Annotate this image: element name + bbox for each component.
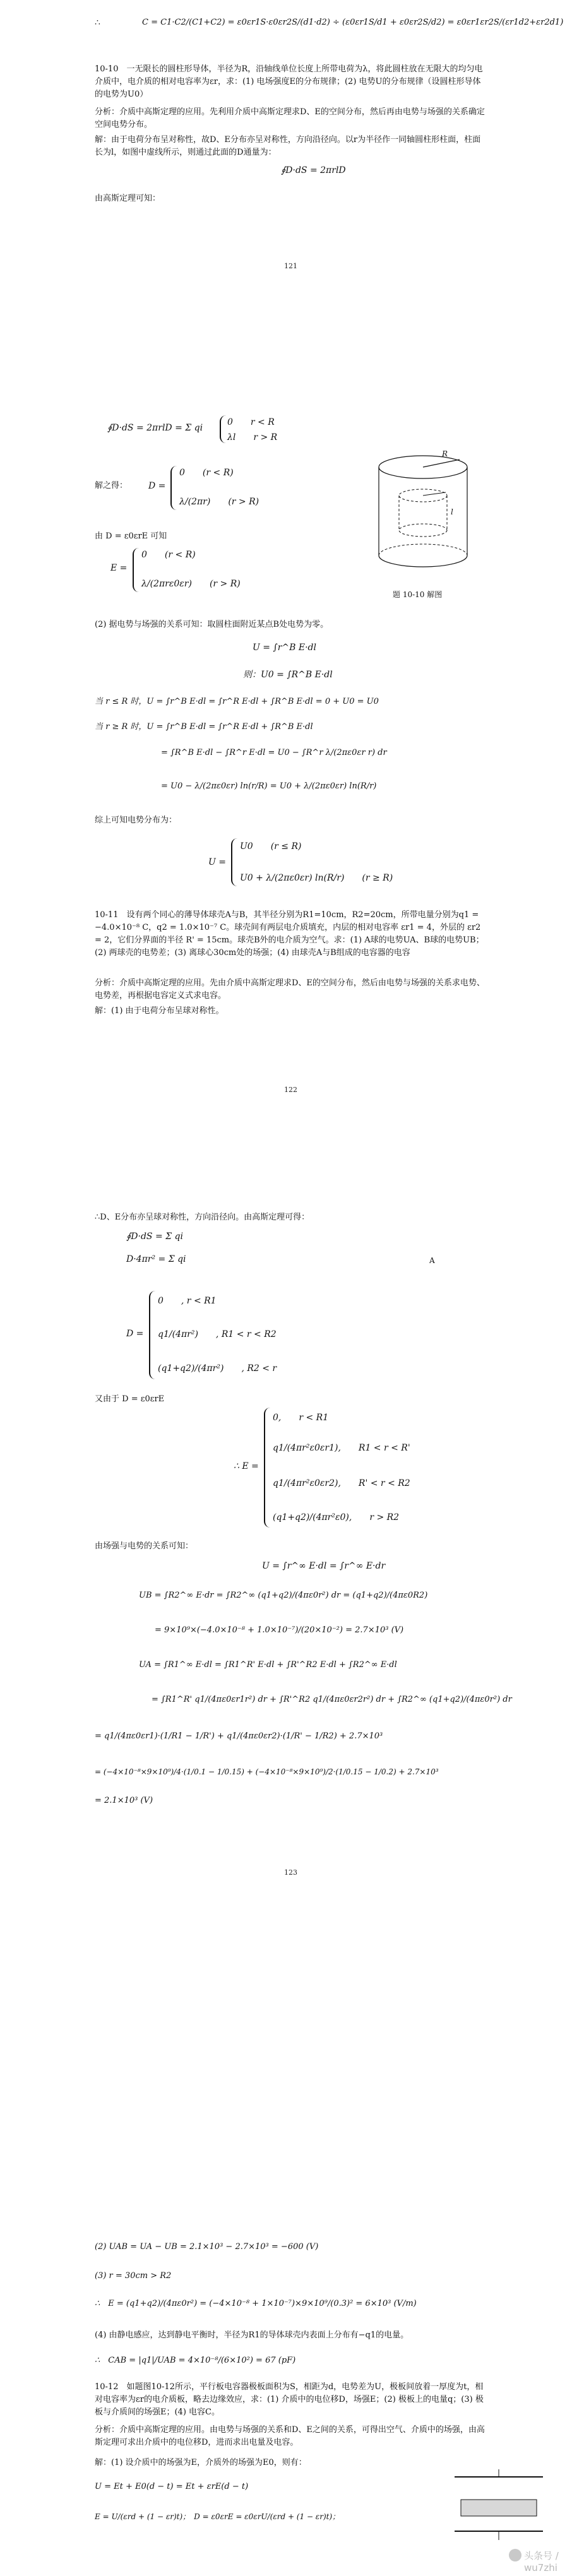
gauss-law-text: 由高斯定理可知： — [95, 194, 161, 203]
solution-10-10: 解：由于电荷分布呈对称性，故D、E分布亦呈对称性，方向沿径向。以r为半径作一同轴圆柱形柱面，柱面长为l，如图中虚线所示，则通过此面的D通量为： — [95, 135, 481, 157]
relation-text-4: 由场强与电势的关系可知： — [95, 1541, 194, 1551]
potential-u0-definition: 则：U0 = ∫R^B E·dl — [243, 670, 333, 680]
page-4 — [0, 2007, 584, 2576]
d-symbol: D = — [126, 1329, 144, 1339]
d-case-3: (q1+q2)/(4πr²) , R2 < r — [158, 1363, 277, 1374]
e-and-d-result: E = U/(εrd + (1 − εr)t)； D = ε0εrE = ε0εrU/(εrd + (1 − εr)t)； — [95, 2512, 340, 2521]
page-3 — [0, 1196, 584, 2004]
therefore-symbol: ∴ — [95, 18, 100, 28]
voltage-equation: U = Et + E0(d − t) = Et + εrE(d − t) — [95, 2482, 249, 2491]
e-symbol: E = — [110, 563, 128, 573]
e-case-2: q1/(4πr²ε0εr1), R1 < r < R' — [273, 1443, 410, 1453]
solution-10-11: 解：(1) 由于电荷分布呈球对称性。 — [95, 1006, 224, 1016]
summary-text: 综上可知电势分布为： — [95, 816, 177, 825]
u-symbol: U = — [208, 857, 226, 867]
d-case-1: 0 , r < R1 — [158, 1296, 217, 1306]
stray-mark: A — [429, 1256, 435, 1265]
solve-label: 解之得： — [95, 481, 128, 490]
distance-condition: (3) r = 30cm > R2 — [95, 2271, 172, 2281]
case-inside-potential: 当 r ≤ R 时，U = ∫r^B E·dl = ∫r^R E·dl + ∫R^B E·dl = 0 + U0 = U0 — [95, 697, 379, 706]
field-at-30cm: ∴ E = (q1+q2)/(4πε0r²) = (−4×10⁻⁸ + 1×10⁻⁷)×9×10⁹/(0.3)² = 6×10³ (V/m) — [95, 2299, 417, 2308]
d-case-inside: 0 (r < R) — [179, 468, 234, 478]
case-charge-outside: λl r > R — [227, 432, 278, 442]
relation-text-3: 又由于 D = ε0εrE — [95, 1394, 165, 1404]
figure-label-r: R — [442, 449, 448, 458]
capacitor-figure — [442, 2468, 556, 2544]
analysis-10-12: 分析：介质中高斯定理的应用。由电势与场强的关系和D、E之间的关系，可得出空气、介质中的场强，由高斯定理可求出介质中的电位移D，进而求出电量及电容。 — [95, 2425, 485, 2447]
ua-result: = 2.1×10³ (V) — [95, 1796, 153, 1805]
e-case-4: (q1+q2)/(4πr²ε0), r > R2 — [273, 1512, 400, 1522]
ua-line-4: = (−4×10⁻⁸×9×10⁹)/4·(1/0.1 − 1/0.15) + (−4×10⁻⁸×9×10⁹)/2·(1/0.15 − 1/0.2) + 2.7×10³ — [95, 1767, 439, 1776]
watermark-icon — [509, 2549, 521, 2561]
figure-10-10 — [354, 442, 492, 600]
capacitance-result: ∴ CAB = |q1|/UAB = 4×10⁻⁸/(6×10²) = 67 (pF) — [95, 2356, 296, 2365]
page-2 — [0, 404, 584, 1187]
ua-line-2: = ∫R1^R' q1/(4πε0εr1r²) dr + ∫R'^R2 q1/(4πε0εr2r²) dr + ∫R2^∞ (q1+q2)/(4πε0r²) dr — [152, 1695, 512, 1704]
page-1 — [0, 0, 584, 328]
brace-charge-cases — [220, 415, 226, 443]
gauss-equation: ∮D·dS = 2πrlD = Σ qi — [107, 423, 203, 433]
analysis-10-10: 分析：介质中高斯定理的应用。先利用介质中高斯定理求D、E的空间分布，然后再由电势与场强的关系确定空间电势分布。 — [95, 107, 485, 129]
brace-e-cases — [133, 548, 139, 592]
brace-d-cases — [149, 1291, 155, 1379]
page-number-121: 121 — [284, 262, 297, 270]
e-case-1: 0, r < R1 — [273, 1413, 329, 1423]
page-number-123: 123 — [284, 1868, 297, 1877]
induction-text: (4) 由静电感应，达到静电平衡时，半径为R1的导体球壳内表面上分布有−q1的电量。 — [95, 2330, 409, 2340]
spherical-symmetry-text: ∴D、E分布亦呈球对称性，方向沿径向。由高斯定理可得： — [95, 1213, 310, 1222]
e-symbol: ∴ E = — [234, 1461, 259, 1471]
e-case-inside: 0 (r < R) — [141, 550, 196, 560]
problem-10-12: 10-12 如题图10-12所示，平行板电容器极板面积为S，相距为d，电势差为U，极板间放着一厚度为t，相对电容率为εr的电介质板，略去边缘效应，求：(1) 介质中的电位移D，场强E；(2) 极板上的电量q；(3) 极板与介质间的场强E；(4) 电容C。 — [95, 2382, 484, 2417]
ua-integral: UA = ∫R1^∞ E·dl = ∫R1^R' E·dl + ∫R'^R2 E·dl + ∫R2^∞ E·dl — [139, 1660, 397, 1670]
relation-text: 由 D = ε0εrE 可知 — [95, 531, 167, 541]
gauss-sum: ∮D·dS = Σ qi — [126, 1232, 183, 1242]
watermark-text: 头条号 / wu7zhi — [524, 2550, 559, 2573]
e-case-3: q1/(4πr²ε0εr2), R' < r < R2 — [273, 1478, 410, 1488]
analysis-10-11: 分析：介质中高斯定理的应用。先由介质中高斯定理求D、E的空间分布，然后由电势与场强的关系求电势、电势差，再根据电容定义式求电容。 — [95, 978, 485, 1000]
potential-line-a: = ∫R^B E·dl − ∫R^r E·dl = U0 − ∫R^r λ/(2πε0εr r) dr — [161, 748, 387, 757]
potential-case-inside: U0 (r ≤ R) — [240, 841, 302, 852]
figure-caption: 题 10-10 解图 — [393, 590, 443, 599]
brace-potential-cases — [231, 838, 237, 886]
potential-difference: (2) UAB = UA − UB = 2.1×10³ − 2.7×10³ = −600 (V) — [95, 2242, 319, 2252]
page-number-122: 122 — [284, 1086, 297, 1094]
brace-d-cases — [170, 466, 177, 510]
ua-line-3: = q1/(4πε0εr1)·(1/R1 − 1/R') + q1/(4πε0εr2)·(1/R' − 1/R2) + 2.7×10³ — [95, 1731, 383, 1741]
problem-10-10: 10-10 一无限长的圆柱形导体，半径为R，沿轴线单位长度上所带电荷为λ，将此圆柱放在无限大的均匀电介质中，电介质的相对电容率为εr，求：(1) 电场强度E的分布规律；(2) 电势U的分布规律（设圆柱形导体的电势为U0） — [95, 64, 483, 99]
case-outside-potential: 当 r ≥ R 时，U = ∫r^B E·dl = ∫r^R E·dl + ∫R^B E·dl — [95, 722, 313, 732]
solution-10-12: 解：(1) 设介质中的场强为E，介质外的场强为E0，则有： — [95, 2458, 307, 2467]
capacitance-formula: C = C1·C2/(C1+C2) = ε0εr1S·ε0εr2S/(d1·d2) ÷ (ε0εr1S/d1 + ε0εr2S/d2) = ε0εr1εr2S/(εr1d2+εr2d1) — [142, 18, 564, 27]
problem-10-11: 10-11 设有两个同心的薄导体球壳A与B，其半径分别为R1=10cm，R2=20cm，所带电量分别为q1 = −4.0×10⁻⁸ C，q2 = 1.0×10⁻⁷ C。球壳间有两层电介质填充，内层的相对电容率 εr1 = 4，外层的 εr2 = 2，它们分界面的半径 R' = 15cm。球壳B外的电介质为空气。求：(1) A球的电势UA、B球的电势UB；(2) 两球壳的电势差；(3) 离球心30cm处的场强；(4) 由球壳A与B组成的电容器的电容 — [95, 910, 484, 958]
brace-e-cases — [264, 1408, 270, 1528]
potential-line-b: = U0 − λ/(2πε0εr) ln(r/R) = U0 + λ/(2πε0εr) ln(R/r) — [161, 781, 377, 791]
d-case-outside: λ/(2πr) (r > R) — [179, 497, 259, 507]
ub-value: = 9×10⁹×(−4.0×10⁻⁸ + 1.0×10⁻⁷)/(20×10⁻²) = 2.7×10³ (V) — [155, 1625, 404, 1635]
potential-case-outside: U0 + λ/(2πε0εr) ln(R/r) (r ≥ R) — [240, 873, 393, 883]
ub-integral: UB = ∫R2^∞ E·dr = ∫R2^∞ (q1+q2)/(4πε0r²) dr = (q1+q2)/(4πε0R2) — [139, 1591, 428, 1600]
figure-label-l: l — [451, 507, 453, 516]
potential-definition: U = ∫r^B E·dl — [253, 643, 316, 653]
gauss-sphere-eq: D·4πr² = Σ qi — [126, 1254, 186, 1264]
d-case-2: q1/(4πr²) , R1 < r < R2 — [158, 1329, 277, 1339]
potential-integral: U = ∫r^∞ E·dl = ∫r^∞ E·dr — [262, 1561, 386, 1571]
flux-equation: ∮D·dS = 2πrlD — [281, 165, 346, 175]
case-charge-inside: 0 r < R — [227, 417, 275, 427]
part-2-text: (2) 据电势与场强的关系可知：取圆柱面附近某点B处电势为零。 — [95, 620, 329, 629]
cylinder-figure — [354, 442, 492, 587]
d-symbol: D = — [148, 481, 166, 491]
e-case-outside: λ/(2πrε0εr) (r > R) — [141, 579, 241, 589]
